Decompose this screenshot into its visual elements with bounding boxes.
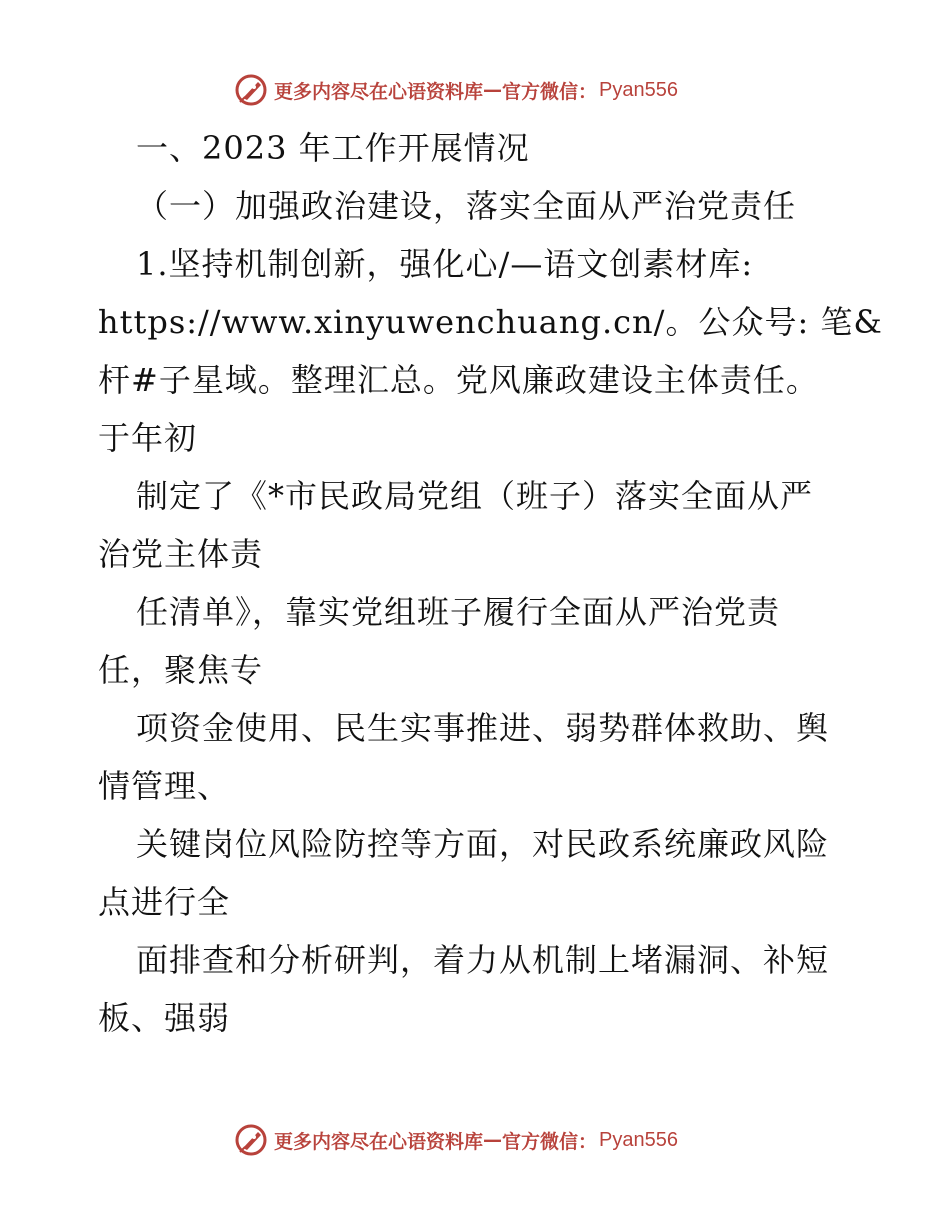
paragraph-line: 任，聚焦专 bbox=[98, 651, 264, 689]
watermark-label: 官方微信： bbox=[502, 1130, 598, 1153]
paragraph-line: 面排查和分析研判，着力从机制上堵漏洞、补短 bbox=[136, 941, 830, 979]
watermark-text: 更多内容尽在心语资料库 bbox=[274, 1130, 484, 1153]
paragraph-line: 板、强弱 bbox=[98, 999, 231, 1037]
footer-watermark bbox=[234, 1122, 678, 1158]
watermark-label: 官方微信： bbox=[502, 80, 598, 103]
paragraph-line: https://www.xinyuwenchuang.cn/。公众号: 笔& bbox=[98, 303, 883, 341]
paragraph-line: 杆#子星域。整理汇总。党风廉政建设主体责任。 bbox=[98, 361, 819, 399]
paragraph-line: 治党主体责 bbox=[98, 535, 264, 573]
watermark-id: Pyan556 bbox=[599, 1128, 678, 1151]
quill-pen-circle-icon bbox=[234, 73, 268, 107]
section-heading: 一、2023 年工作开展情况 bbox=[136, 129, 530, 167]
header-watermark bbox=[234, 72, 678, 108]
paragraph-line: 项资金使用、民生实事推进、弱势群体救助、舆 bbox=[136, 709, 830, 747]
subsection-heading: （一）加强政治建设，落实全面从严治党责任 bbox=[136, 187, 797, 225]
paragraph-line: 于年初 bbox=[98, 419, 198, 457]
paragraph-line: 关键岗位风险防控等方面，对民政系统廉政风险 bbox=[136, 825, 830, 863]
paragraph-line: 制定了《*市民政局党组（班子）落实全面从严 bbox=[136, 477, 814, 515]
paragraph-line: 情管理、 bbox=[98, 767, 231, 805]
paragraph-line: 任清单》，靠实党组班子履行全面从严治党责 bbox=[136, 593, 781, 631]
watermark-separator: — bbox=[483, 79, 503, 101]
quill-pen-circle-icon bbox=[234, 1123, 268, 1157]
watermark-text: 更多内容尽在心语资料库 bbox=[274, 80, 484, 103]
paragraph-line: 1.坚持机制创新，强化心/—语文创素材库: bbox=[136, 245, 754, 283]
paragraph-line: 点进行全 bbox=[98, 883, 231, 921]
watermark-id: Pyan556 bbox=[599, 78, 678, 101]
watermark-separator: — bbox=[483, 1129, 503, 1151]
